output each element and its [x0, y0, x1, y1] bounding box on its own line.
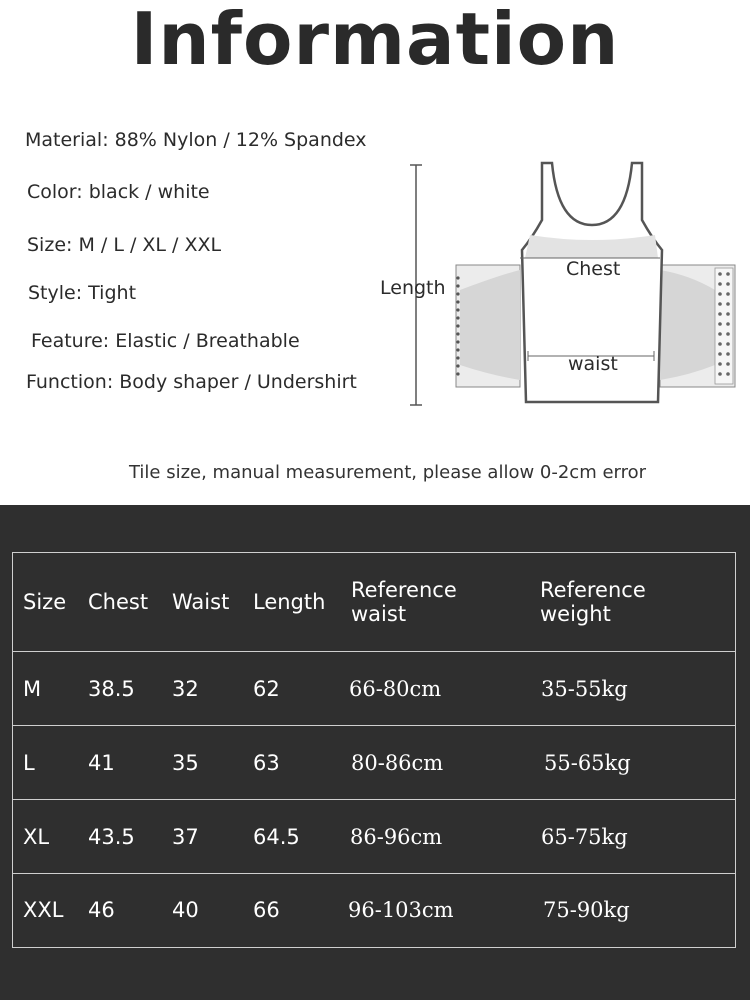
tank-top-diagram [370, 150, 750, 430]
cell-reference-weight: 65-75kg [541, 824, 628, 849]
cell-reference-waist: 96-103cm [348, 898, 454, 922]
spec-size: Size: M / L / XL / XXL [27, 234, 222, 256]
cell-size: M [23, 676, 42, 701]
cell-length: 63 [253, 750, 280, 775]
header-reference-weight-line1: Reference [540, 578, 646, 602]
cell-reference-waist: 80-86cm [351, 750, 444, 775]
length-label: Length [380, 277, 446, 299]
cell-chest: 41 [88, 750, 115, 775]
cell-chest: 46 [88, 898, 115, 922]
cell-length: 62 [253, 676, 280, 701]
size-table [12, 552, 736, 948]
waist-label: waist [568, 353, 618, 375]
cell-waist: 32 [172, 676, 199, 701]
left-flap [456, 265, 520, 387]
cell-reference-weight: 75-90kg [543, 898, 630, 922]
table-row [13, 725, 735, 799]
cell-size: L [23, 750, 35, 775]
spec-function: Function: Body shaper / Undershirt [26, 371, 357, 393]
cell-waist: 35 [172, 750, 199, 775]
cell-chest: 38.5 [88, 676, 135, 701]
cell-size: XXL [23, 898, 64, 922]
spec-style: Style: Tight [28, 282, 137, 304]
page-title: Information [130, 0, 620, 81]
header-reference-weight [540, 553, 646, 651]
header-reference-waist-line1: Reference [351, 578, 457, 602]
header-waist: Waist [172, 590, 230, 614]
spec-feature: Feature: Elastic / Breathable [31, 330, 300, 352]
cell-reference-waist: 86-96cm [350, 824, 443, 849]
spec-color: Color: black / white [27, 181, 210, 203]
cell-chest: 43.5 [88, 824, 135, 849]
spec-material: Material: 88% Nylon / 12% Spandex [25, 129, 367, 151]
cell-reference-waist: 66-80cm [349, 676, 442, 701]
cell-length: 66 [253, 898, 280, 922]
header-length: Length [253, 590, 326, 614]
cell-reference-weight: 55-65kg [544, 750, 631, 775]
cell-length: 64.5 [253, 824, 300, 849]
header-reference-weight-line2: weight [540, 602, 611, 626]
table-row [13, 873, 735, 946]
measurement-note: Tile size, manual measurement, please allow 0-2cm error [128, 462, 647, 483]
table-row [13, 651, 735, 725]
cell-waist: 37 [172, 824, 199, 849]
cell-reference-weight: 35-55kg [541, 676, 628, 701]
table-header-row [13, 553, 735, 651]
header-reference-waist [351, 553, 457, 651]
cell-size: XL [23, 824, 50, 849]
right-flap [660, 265, 735, 387]
chest-label: Chest [566, 258, 621, 280]
header-reference-waist-line2: waist [351, 602, 407, 626]
table-row [13, 799, 735, 873]
header-size: Size [23, 590, 67, 614]
cell-waist: 40 [172, 898, 199, 922]
header-chest: Chest [88, 590, 149, 614]
